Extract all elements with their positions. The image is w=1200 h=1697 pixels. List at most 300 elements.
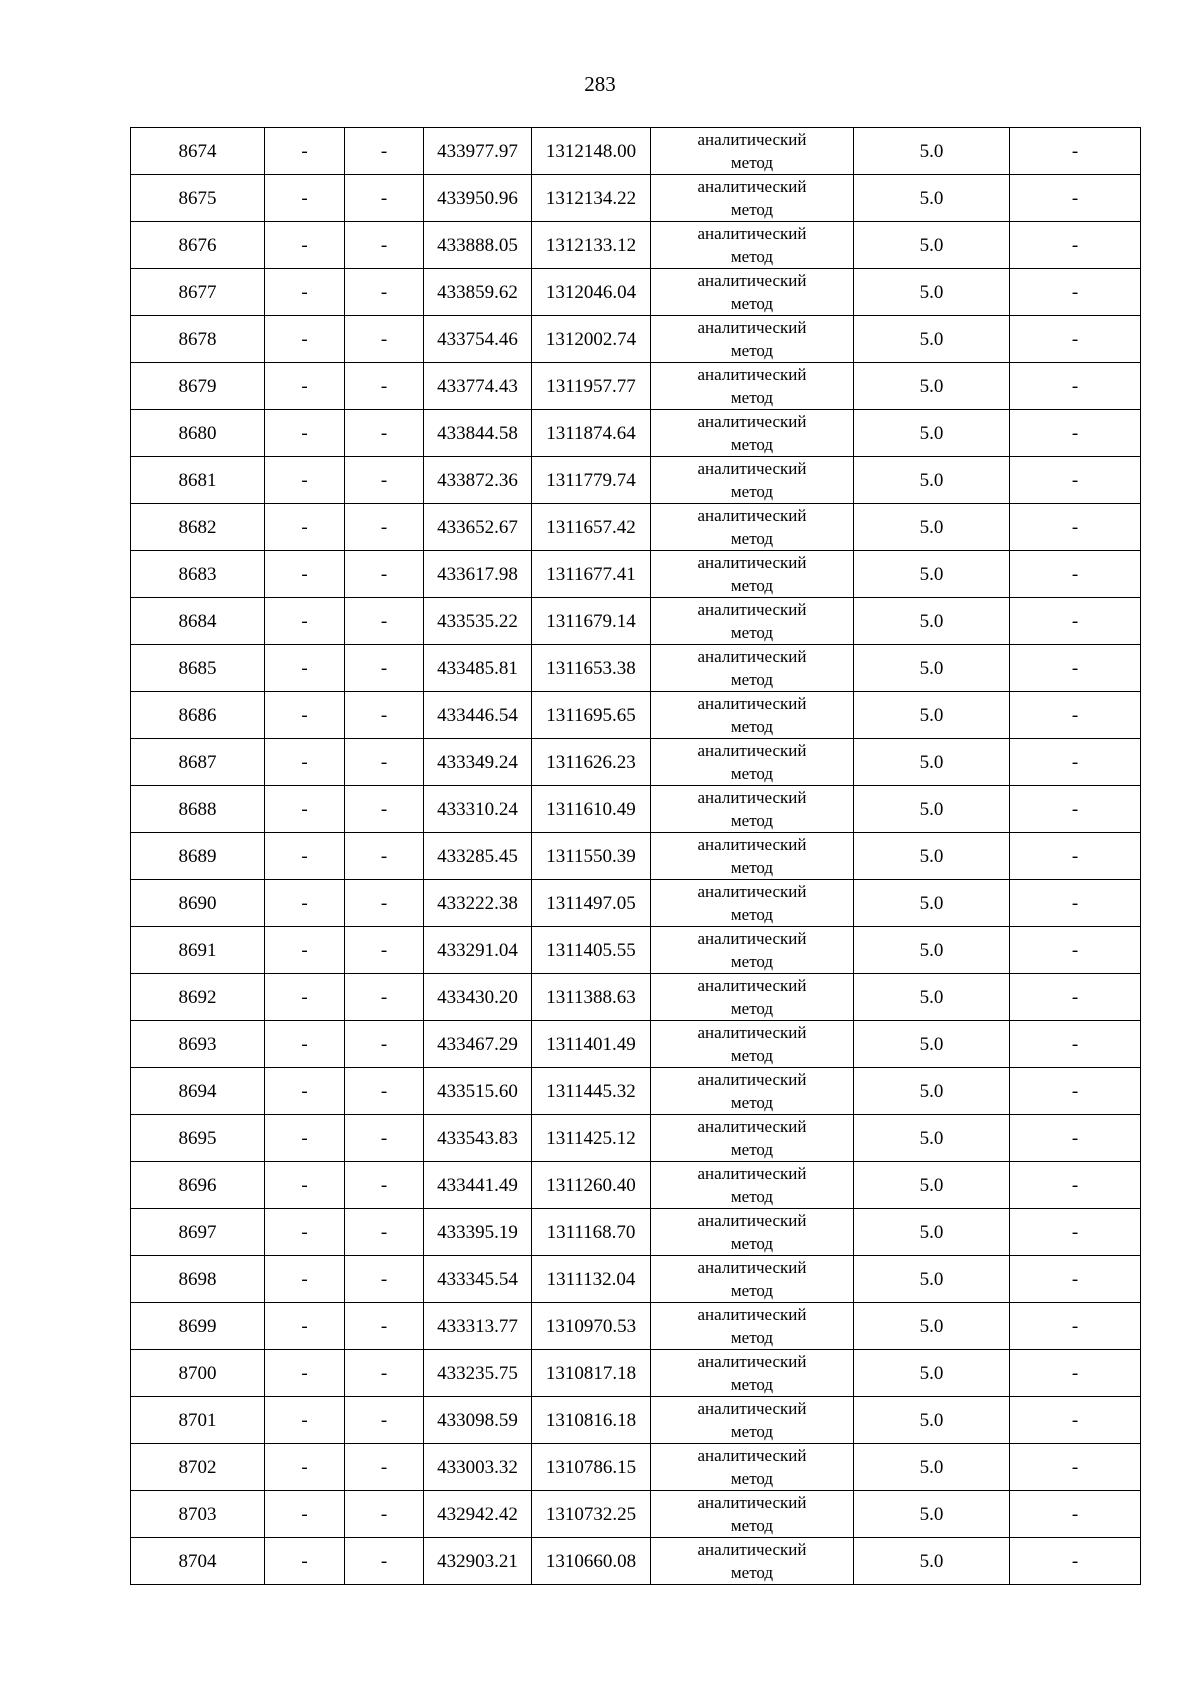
- method-cell: [651, 927, 854, 974]
- col-3-cell: -: [345, 833, 424, 880]
- col-8-cell: -: [1010, 1444, 1141, 1491]
- method-cell: [651, 1303, 854, 1350]
- col-8-cell: -: [1010, 1115, 1141, 1162]
- y-coordinate-cell: 1311132.04: [532, 1256, 651, 1303]
- y-coordinate-cell: 1311653.38: [532, 645, 651, 692]
- table-row: [131, 833, 1141, 880]
- table-row: [131, 1209, 1141, 1256]
- method-line-2: метод: [730, 1328, 774, 1347]
- method-cell: [651, 1444, 854, 1491]
- y-coordinate-cell: 1311779.74: [532, 457, 651, 504]
- method-cell: [651, 1491, 854, 1538]
- point-number-cell: 8689: [131, 833, 265, 880]
- x-coordinate-cell: 433098.59: [424, 1397, 532, 1444]
- table-row: [131, 316, 1141, 363]
- col-8-cell: -: [1010, 833, 1141, 880]
- method-line-1: аналитический: [697, 1305, 807, 1324]
- col-2-cell: -: [265, 410, 345, 457]
- method-line-1: аналитический: [697, 694, 807, 713]
- y-coordinate-cell: 1311610.49: [532, 786, 651, 833]
- method-line-2: метод: [730, 435, 774, 454]
- y-coordinate-cell: 1312002.74: [532, 316, 651, 363]
- method-cell: [651, 739, 854, 786]
- y-coordinate-cell: 1311957.77: [532, 363, 651, 410]
- point-number-cell: 8702: [131, 1444, 265, 1491]
- col-3-cell: -: [345, 880, 424, 927]
- table-row: [131, 363, 1141, 410]
- table-row: [131, 1256, 1141, 1303]
- col-8-cell: -: [1010, 1397, 1141, 1444]
- method-line-1: аналитический: [697, 741, 807, 760]
- col-2-cell: -: [265, 786, 345, 833]
- method-line-1: аналитический: [697, 130, 807, 149]
- col-2-cell: -: [265, 833, 345, 880]
- accuracy-cell: 5.0: [854, 1444, 1010, 1491]
- col-3-cell: -: [345, 504, 424, 551]
- col-8-cell: -: [1010, 316, 1141, 363]
- x-coordinate-cell: 433844.58: [424, 410, 532, 457]
- col-2-cell: -: [265, 1209, 345, 1256]
- table-row: [131, 1021, 1141, 1068]
- accuracy-cell: 5.0: [854, 786, 1010, 833]
- col-3-cell: -: [345, 1162, 424, 1209]
- x-coordinate-cell: 433485.81: [424, 645, 532, 692]
- table-row: [131, 269, 1141, 316]
- y-coordinate-cell: 1310732.25: [532, 1491, 651, 1538]
- method-cell: [651, 1256, 854, 1303]
- accuracy-cell: 5.0: [854, 1397, 1010, 1444]
- method-cell: [651, 128, 854, 175]
- point-number-cell: 8674: [131, 128, 265, 175]
- col-2-cell: -: [265, 974, 345, 1021]
- point-number-cell: 8694: [131, 1068, 265, 1115]
- method-line-2: метод: [730, 482, 774, 501]
- accuracy-cell: 5.0: [854, 1538, 1010, 1585]
- accuracy-cell: 5.0: [854, 598, 1010, 645]
- method-line-1: аналитический: [697, 1117, 807, 1136]
- method-line-1: аналитический: [697, 459, 807, 478]
- method-line-1: аналитический: [697, 788, 807, 807]
- table-row: [131, 410, 1141, 457]
- method-line-2: метод: [730, 153, 774, 172]
- table-row: [131, 880, 1141, 927]
- x-coordinate-cell: 433859.62: [424, 269, 532, 316]
- col-8-cell: -: [1010, 1162, 1141, 1209]
- table-row: [131, 1350, 1141, 1397]
- method-line-2: метод: [730, 388, 774, 407]
- col-8-cell: -: [1010, 1303, 1141, 1350]
- col-2-cell: -: [265, 1350, 345, 1397]
- col-3-cell: -: [345, 128, 424, 175]
- col-2-cell: -: [265, 880, 345, 927]
- col-3-cell: -: [345, 363, 424, 410]
- accuracy-cell: 5.0: [854, 1209, 1010, 1256]
- col-8-cell: -: [1010, 974, 1141, 1021]
- method-cell: [651, 1350, 854, 1397]
- x-coordinate-cell: 433349.24: [424, 739, 532, 786]
- x-coordinate-cell: 432903.21: [424, 1538, 532, 1585]
- col-8-cell: -: [1010, 457, 1141, 504]
- y-coordinate-cell: 1311168.70: [532, 1209, 651, 1256]
- table-row: [131, 1397, 1141, 1444]
- method-line-2: метод: [730, 623, 774, 642]
- method-cell: [651, 645, 854, 692]
- col-3-cell: -: [345, 739, 424, 786]
- y-coordinate-cell: 1310816.18: [532, 1397, 651, 1444]
- table-row: [131, 504, 1141, 551]
- point-number-cell: 8691: [131, 927, 265, 974]
- method-line-2: метод: [730, 1093, 774, 1112]
- col-2-cell: -: [265, 504, 345, 551]
- method-line-1: аналитический: [697, 1211, 807, 1230]
- method-line-1: аналитический: [697, 506, 807, 525]
- y-coordinate-cell: 1311695.65: [532, 692, 651, 739]
- col-2-cell: -: [265, 1491, 345, 1538]
- y-coordinate-cell: 1312046.04: [532, 269, 651, 316]
- method-cell: [651, 551, 854, 598]
- accuracy-cell: 5.0: [854, 363, 1010, 410]
- point-number-cell: 8688: [131, 786, 265, 833]
- x-coordinate-cell: 433774.43: [424, 363, 532, 410]
- col-3-cell: -: [345, 1021, 424, 1068]
- col-8-cell: -: [1010, 128, 1141, 175]
- accuracy-cell: 5.0: [854, 175, 1010, 222]
- method-cell: [651, 410, 854, 457]
- method-cell: [651, 1209, 854, 1256]
- table-row: [131, 645, 1141, 692]
- col-2-cell: -: [265, 128, 345, 175]
- x-coordinate-cell: 433310.24: [424, 786, 532, 833]
- col-2-cell: -: [265, 175, 345, 222]
- method-line-1: аналитический: [697, 1070, 807, 1089]
- col-3-cell: -: [345, 1350, 424, 1397]
- table-row: [131, 128, 1141, 175]
- x-coordinate-cell: 433888.05: [424, 222, 532, 269]
- col-8-cell: -: [1010, 1350, 1141, 1397]
- x-coordinate-cell: 433872.36: [424, 457, 532, 504]
- method-cell: [651, 457, 854, 504]
- point-number-cell: 8687: [131, 739, 265, 786]
- col-3-cell: -: [345, 1068, 424, 1115]
- col-3-cell: -: [345, 1303, 424, 1350]
- table-row: [131, 974, 1141, 1021]
- x-coordinate-cell: 433441.49: [424, 1162, 532, 1209]
- col-8-cell: -: [1010, 880, 1141, 927]
- accuracy-cell: 5.0: [854, 1162, 1010, 1209]
- method-line-2: метод: [730, 764, 774, 783]
- method-line-2: метод: [730, 529, 774, 548]
- point-number-cell: 8683: [131, 551, 265, 598]
- method-cell: [651, 504, 854, 551]
- col-3-cell: -: [345, 316, 424, 363]
- table-row: [131, 175, 1141, 222]
- method-line-1: аналитический: [697, 224, 807, 243]
- method-cell: [651, 1021, 854, 1068]
- method-cell: [651, 880, 854, 927]
- y-coordinate-cell: 1312134.22: [532, 175, 651, 222]
- point-number-cell: 8681: [131, 457, 265, 504]
- point-number-cell: 8704: [131, 1538, 265, 1585]
- x-coordinate-cell: 433345.54: [424, 1256, 532, 1303]
- method-line-1: аналитический: [697, 177, 807, 196]
- method-line-1: аналитический: [697, 1493, 807, 1512]
- method-line-2: метод: [730, 811, 774, 830]
- x-coordinate-cell: 433395.19: [424, 1209, 532, 1256]
- y-coordinate-cell: 1310786.15: [532, 1444, 651, 1491]
- method-line-2: метод: [730, 200, 774, 219]
- point-number-cell: 8701: [131, 1397, 265, 1444]
- y-coordinate-cell: 1311657.42: [532, 504, 651, 551]
- method-cell: [651, 316, 854, 363]
- method-line-2: метод: [730, 1234, 774, 1253]
- method-cell: [651, 1538, 854, 1585]
- point-number-cell: 8693: [131, 1021, 265, 1068]
- col-8-cell: -: [1010, 692, 1141, 739]
- table-body: [131, 128, 1141, 1585]
- table-row: [131, 1303, 1141, 1350]
- point-number-cell: 8692: [131, 974, 265, 1021]
- col-2-cell: -: [265, 1538, 345, 1585]
- x-coordinate-cell: 433543.83: [424, 1115, 532, 1162]
- y-coordinate-cell: 1312133.12: [532, 222, 651, 269]
- y-coordinate-cell: 1311874.64: [532, 410, 651, 457]
- point-number-cell: 8685: [131, 645, 265, 692]
- method-line-2: метод: [730, 1516, 774, 1535]
- y-coordinate-cell: 1310660.08: [532, 1538, 651, 1585]
- point-number-cell: 8684: [131, 598, 265, 645]
- method-line-1: аналитический: [697, 835, 807, 854]
- method-line-2: метод: [730, 670, 774, 689]
- accuracy-cell: 5.0: [854, 833, 1010, 880]
- method-line-1: аналитический: [697, 1399, 807, 1418]
- accuracy-cell: 5.0: [854, 1115, 1010, 1162]
- method-line-2: метод: [730, 341, 774, 360]
- col-2-cell: -: [265, 645, 345, 692]
- point-number-cell: 8697: [131, 1209, 265, 1256]
- table-row: [131, 739, 1141, 786]
- x-coordinate-cell: 433535.22: [424, 598, 532, 645]
- method-cell: [651, 222, 854, 269]
- col-8-cell: -: [1010, 645, 1141, 692]
- col-8-cell: -: [1010, 598, 1141, 645]
- col-2-cell: -: [265, 1068, 345, 1115]
- point-number-cell: 8686: [131, 692, 265, 739]
- point-number-cell: 8682: [131, 504, 265, 551]
- table-row: [131, 598, 1141, 645]
- accuracy-cell: 5.0: [854, 222, 1010, 269]
- point-number-cell: 8698: [131, 1256, 265, 1303]
- accuracy-cell: 5.0: [854, 1021, 1010, 1068]
- accuracy-cell: 5.0: [854, 316, 1010, 363]
- point-number-cell: 8678: [131, 316, 265, 363]
- method-line-1: аналитический: [697, 929, 807, 948]
- col-8-cell: -: [1010, 222, 1141, 269]
- method-line-2: метод: [730, 952, 774, 971]
- table-row: [131, 1068, 1141, 1115]
- y-coordinate-cell: 1311425.12: [532, 1115, 651, 1162]
- col-3-cell: -: [345, 786, 424, 833]
- table-row: [131, 1444, 1141, 1491]
- col-3-cell: -: [345, 1538, 424, 1585]
- point-number-cell: 8676: [131, 222, 265, 269]
- table-row: [131, 927, 1141, 974]
- method-line-2: метод: [730, 717, 774, 736]
- col-2-cell: -: [265, 222, 345, 269]
- x-coordinate-cell: 433652.67: [424, 504, 532, 551]
- method-line-2: метод: [730, 858, 774, 877]
- method-line-1: аналитический: [697, 271, 807, 290]
- accuracy-cell: 5.0: [854, 128, 1010, 175]
- col-3-cell: -: [345, 692, 424, 739]
- col-8-cell: -: [1010, 269, 1141, 316]
- method-cell: [651, 1115, 854, 1162]
- method-line-2: метод: [730, 1375, 774, 1394]
- col-2-cell: -: [265, 457, 345, 504]
- accuracy-cell: 5.0: [854, 739, 1010, 786]
- col-2-cell: -: [265, 739, 345, 786]
- method-cell: [651, 1162, 854, 1209]
- method-line-1: аналитический: [697, 553, 807, 572]
- method-cell: [651, 1068, 854, 1115]
- x-coordinate-cell: 433003.32: [424, 1444, 532, 1491]
- col-3-cell: -: [345, 598, 424, 645]
- point-number-cell: 8700: [131, 1350, 265, 1397]
- x-coordinate-cell: 433515.60: [424, 1068, 532, 1115]
- table-row: [131, 222, 1141, 269]
- col-2-cell: -: [265, 1256, 345, 1303]
- point-number-cell: 8680: [131, 410, 265, 457]
- point-number-cell: 8703: [131, 1491, 265, 1538]
- accuracy-cell: 5.0: [854, 1491, 1010, 1538]
- method-line-2: метод: [730, 905, 774, 924]
- col-3-cell: -: [345, 410, 424, 457]
- accuracy-cell: 5.0: [854, 410, 1010, 457]
- col-2-cell: -: [265, 1397, 345, 1444]
- x-coordinate-cell: 433446.54: [424, 692, 532, 739]
- col-2-cell: -: [265, 363, 345, 410]
- accuracy-cell: 5.0: [854, 927, 1010, 974]
- point-number-cell: 8695: [131, 1115, 265, 1162]
- col-2-cell: -: [265, 316, 345, 363]
- col-8-cell: -: [1010, 504, 1141, 551]
- col-3-cell: -: [345, 1397, 424, 1444]
- col-8-cell: -: [1010, 927, 1141, 974]
- col-2-cell: -: [265, 598, 345, 645]
- point-number-cell: 8699: [131, 1303, 265, 1350]
- method-line-1: аналитический: [697, 600, 807, 619]
- col-3-cell: -: [345, 1491, 424, 1538]
- col-2-cell: -: [265, 269, 345, 316]
- x-coordinate-cell: 433291.04: [424, 927, 532, 974]
- method-line-1: аналитический: [697, 882, 807, 901]
- y-coordinate-cell: 1311550.39: [532, 833, 651, 880]
- col-2-cell: -: [265, 1162, 345, 1209]
- x-coordinate-cell: 433977.97: [424, 128, 532, 175]
- col-3-cell: -: [345, 222, 424, 269]
- point-number-cell: 8677: [131, 269, 265, 316]
- y-coordinate-cell: 1311626.23: [532, 739, 651, 786]
- method-line-2: метод: [730, 1140, 774, 1159]
- x-coordinate-cell: 433285.45: [424, 833, 532, 880]
- col-8-cell: -: [1010, 363, 1141, 410]
- method-line-2: метод: [730, 247, 774, 266]
- method-line-1: аналитический: [697, 1023, 807, 1042]
- method-cell: [651, 974, 854, 1021]
- method-cell: [651, 363, 854, 410]
- table-row: [131, 786, 1141, 833]
- x-coordinate-cell: 433617.98: [424, 551, 532, 598]
- x-coordinate-cell: 433950.96: [424, 175, 532, 222]
- accuracy-cell: 5.0: [854, 1068, 1010, 1115]
- method-line-2: метод: [730, 294, 774, 313]
- accuracy-cell: 5.0: [854, 692, 1010, 739]
- method-line-1: аналитический: [697, 412, 807, 431]
- method-line-1: аналитический: [697, 976, 807, 995]
- col-3-cell: -: [345, 1256, 424, 1303]
- x-coordinate-cell: 433754.46: [424, 316, 532, 363]
- col-2-cell: -: [265, 1021, 345, 1068]
- col-8-cell: -: [1010, 551, 1141, 598]
- method-cell: [651, 786, 854, 833]
- accuracy-cell: 5.0: [854, 1256, 1010, 1303]
- col-3-cell: -: [345, 551, 424, 598]
- col-8-cell: -: [1010, 410, 1141, 457]
- accuracy-cell: 5.0: [854, 974, 1010, 1021]
- col-2-cell: -: [265, 1115, 345, 1162]
- method-line-2: метод: [730, 999, 774, 1018]
- table-row: [131, 1491, 1141, 1538]
- col-3-cell: -: [345, 1209, 424, 1256]
- method-cell: [651, 692, 854, 739]
- accuracy-cell: 5.0: [854, 504, 1010, 551]
- col-3-cell: -: [345, 269, 424, 316]
- method-line-2: метод: [730, 1469, 774, 1488]
- method-cell: [651, 1397, 854, 1444]
- col-8-cell: -: [1010, 1538, 1141, 1585]
- y-coordinate-cell: 1312148.00: [532, 128, 651, 175]
- col-3-cell: -: [345, 927, 424, 974]
- method-line-2: метод: [730, 1281, 774, 1300]
- col-3-cell: -: [345, 1444, 424, 1491]
- method-line-2: метод: [730, 576, 774, 595]
- col-2-cell: -: [265, 1444, 345, 1491]
- method-line-1: аналитический: [697, 1258, 807, 1277]
- method-line-1: аналитический: [697, 1352, 807, 1371]
- table-row: [131, 1162, 1141, 1209]
- point-number-cell: 8696: [131, 1162, 265, 1209]
- table-row: [131, 1115, 1141, 1162]
- col-8-cell: -: [1010, 1491, 1141, 1538]
- y-coordinate-cell: 1310970.53: [532, 1303, 651, 1350]
- accuracy-cell: 5.0: [854, 880, 1010, 927]
- y-coordinate-cell: 1311445.32: [532, 1068, 651, 1115]
- col-8-cell: -: [1010, 1209, 1141, 1256]
- y-coordinate-cell: 1311260.40: [532, 1162, 651, 1209]
- table-row: [131, 1538, 1141, 1585]
- table-row: [131, 457, 1141, 504]
- y-coordinate-cell: 1311388.63: [532, 974, 651, 1021]
- page-number: 283: [584, 72, 616, 96]
- col-8-cell: -: [1010, 1068, 1141, 1115]
- y-coordinate-cell: 1311677.41: [532, 551, 651, 598]
- col-2-cell: -: [265, 1303, 345, 1350]
- accuracy-cell: 5.0: [854, 1303, 1010, 1350]
- table-row: [131, 551, 1141, 598]
- method-line-1: аналитический: [697, 1446, 807, 1465]
- col-8-cell: -: [1010, 1021, 1141, 1068]
- col-2-cell: -: [265, 692, 345, 739]
- col-3-cell: -: [345, 645, 424, 692]
